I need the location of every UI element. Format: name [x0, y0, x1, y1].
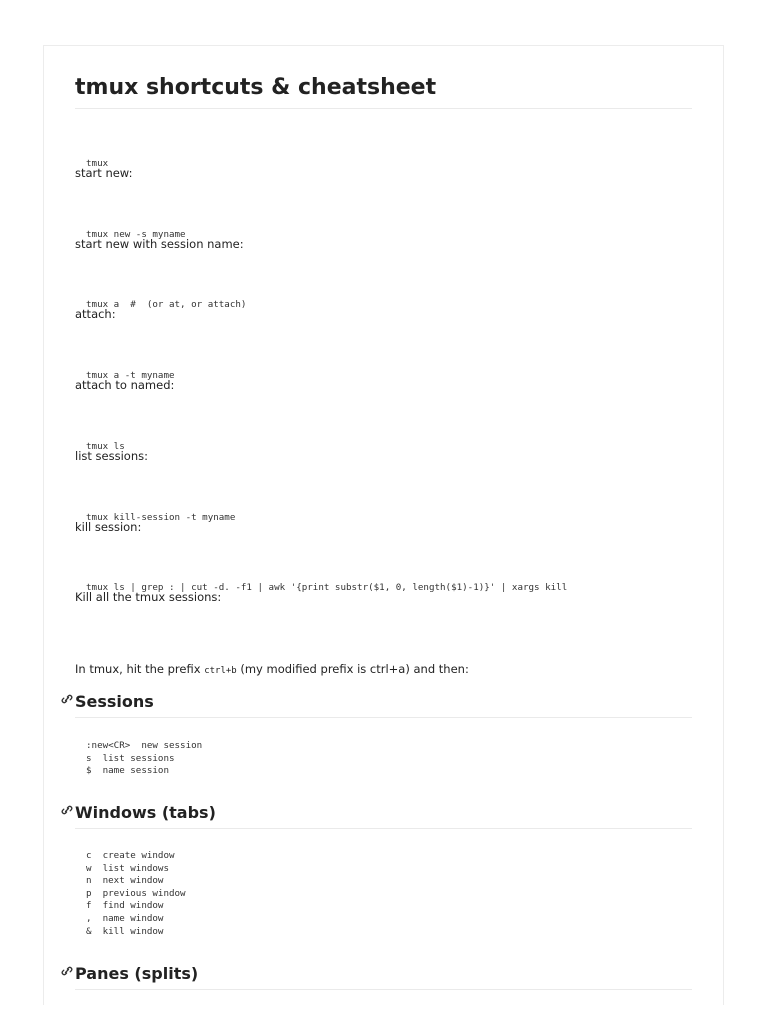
link-icon[interactable]	[60, 804, 74, 816]
code-line: p previous window	[86, 887, 186, 899]
code-start-named: tmux new -s myname	[86, 229, 186, 240]
code-sessions	[86, 740, 202, 778]
link-icon[interactable]	[60, 965, 74, 977]
code-line: $ name session	[86, 765, 169, 777]
code-kill-all: tmux ls | grep : | cut -d. -f1 | awk '{print substr($1, 0, length($1)-1)}' | xargs kill	[86, 582, 568, 593]
section-heading-sessions	[75, 691, 692, 718]
code-windows	[86, 850, 186, 938]
code-attach: tmux a # (or at, or attach)	[86, 299, 247, 310]
label-list-sessions: list sessions:	[75, 449, 148, 463]
code-attach-named: tmux a -t myname	[86, 370, 175, 381]
label-kill-session: kill session:	[75, 520, 142, 534]
code-kill-session: tmux kill-session -t myname	[86, 512, 236, 523]
code-line: , name window	[86, 912, 164, 924]
label-kill-all: Kill all the tmux sessions:	[75, 590, 222, 604]
code-line: s list sessions	[86, 752, 175, 764]
code-list-sessions: tmux ls	[86, 441, 125, 452]
prefix-note	[75, 661, 469, 679]
prefix-note-code: ctrl+b	[204, 666, 237, 676]
section-heading-panes	[75, 963, 692, 990]
label-start-new: start new:	[75, 166, 133, 180]
label-start-named: start new with session name:	[75, 237, 244, 251]
label-attach: attach:	[75, 307, 116, 321]
section-title: Sessions	[75, 692, 154, 711]
link-icon[interactable]	[60, 693, 74, 705]
code-line: c create window	[86, 850, 175, 861]
code-start-new: tmux	[86, 158, 109, 169]
page-title: tmux shortcuts & cheatsheet	[75, 74, 692, 109]
section-title: Panes (splits)	[75, 964, 199, 983]
content-card	[43, 45, 724, 1005]
prefix-note-before: In tmux, hit the prefix	[75, 662, 205, 676]
code-line: & kill window	[86, 925, 164, 937]
label-attach-named: attach to named:	[75, 378, 175, 392]
code-line: n next window	[86, 875, 164, 887]
code-line: w list windows	[86, 862, 169, 874]
code-line: :new<CR> new session	[86, 740, 203, 751]
section-title: Windows (tabs)	[75, 803, 216, 822]
prefix-note-after: (my modified prefix is ctrl+a) and then:	[236, 662, 469, 676]
section-heading-windows	[75, 802, 692, 829]
code-line: f find window	[86, 900, 164, 912]
